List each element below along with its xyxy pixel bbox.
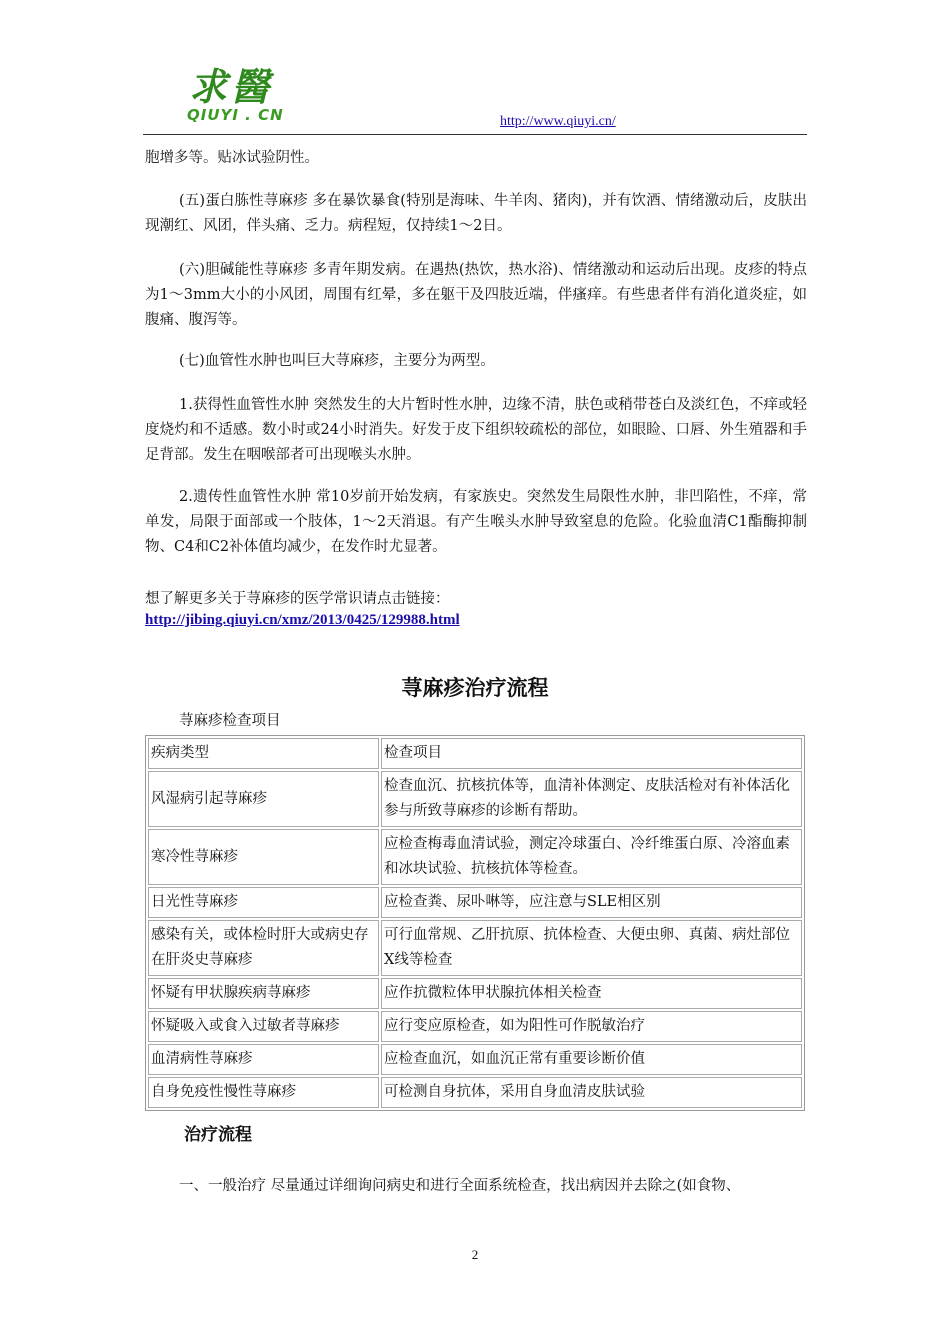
table-row: [148, 829, 802, 885]
cell-disease-type: 血清病性荨麻疹: [148, 1044, 379, 1075]
table-row: [148, 771, 802, 827]
cell-disease-type: 感染有关，或体检时肝大或病史存在肝炎史荨麻疹: [148, 920, 379, 976]
table-row: [148, 978, 802, 1009]
cell-exam-items: 应检查梅毒血清试验，测定冷球蛋白、冷纤维蛋白原、冷溶血素和冰块试验、抗核抗体等检查。: [381, 829, 802, 885]
table-caption: 荨麻疹检查项目: [179, 713, 281, 729]
treatment-subtitle: 治疗流程: [184, 1125, 252, 1145]
table-row: [148, 887, 802, 918]
more-info-link[interactable]: http://jibing.qiuyi.cn/xmz/2013/0425/129988.html: [145, 612, 460, 628]
cell-exam-items: 检查血沉、抗核抗体等，血清补体测定、皮肤活检对有补体活化参与所致荨麻疹的诊断有帮助。: [381, 771, 802, 827]
header-site-link[interactable]: http://www.qiuyi.cn/: [500, 114, 616, 129]
paragraph-cholinergic-urticaria: (六)胆碱能性荨麻疹 多青年期发病。在遇热(热饮，热水浴)、情绪激动和运动后出现。皮疹的特点为1～3mm大小的小风团，周围有红晕，多在躯干及四肢近端，伴瘙痒。有些患者伴有消化道炎症，如腹痛、腹泻等。: [145, 262, 807, 328]
table-header-row: [148, 738, 802, 769]
paragraph-acquired-angioedema: 1.获得性血管性水肿 突然发生的大片暂时性水肿，边缘不清，肤色或稍带苍白及淡红色，不痒或轻度烧灼和不适感。数小时或24小时消失。好发于皮下组织较疏松的部位，如眼睑、口唇、外生殖器和手足背部。发生在咽喉部者可出现喉头水肿。: [145, 397, 807, 463]
table-row: [148, 1044, 802, 1075]
cell-exam-items: 可行血常规、乙肝抗原、抗体检查、大便虫卵、真菌、病灶部位X线等检查: [381, 920, 802, 976]
paragraph-0: 胞增多等。贴冰试验阴性。: [145, 150, 319, 166]
exam-table: [145, 735, 805, 1111]
cell-exam-items: 应行变应原检查，如为阳性可作脱敏治疗: [381, 1011, 802, 1042]
paragraph-angioedema: (七)血管性水肿也叫巨大荨麻疹，主要分为两型。: [179, 353, 495, 369]
cell-disease-type: 寒冷性荨麻疹: [148, 829, 379, 885]
cell-disease-type: 日光性荨麻疹: [148, 887, 379, 918]
paragraph-general-treatment: 一、一般治疗 尽量通过详细询问病史和进行全面系统检查，找出病因并去除之(如食物、: [179, 1178, 741, 1194]
cell-disease-type: 怀疑有甲状腺疾病荨麻疹: [148, 978, 379, 1009]
cell-exam-items: 应检查血沉，如血沉正常有重要诊断价值: [381, 1044, 802, 1075]
qiuyi-logo[interactable]: [185, 48, 285, 128]
paragraph-hereditary-angioedema: 2.遗传性血管性水肿 常10岁前开始发病，有家族史。突然发生局限性水肿，非凹陷性，不痒，常单发，局限于面部或一个肢体，1～2天消退。有产生喉头水肿导致窒息的危险。化验血清C1酯酶抑制物、C4和C2补体值均减少，在发作时尤显著。: [145, 489, 807, 555]
table-row: [148, 920, 802, 976]
more-info-text: 想了解更多关于荨麻疹的医学常识请点击链接：: [145, 591, 450, 607]
cell-exam-items: 应作抗微粒体甲状腺抗体相关检查: [381, 978, 802, 1009]
cell-disease-type: 风湿病引起荨麻疹: [148, 771, 379, 827]
page-number: 2: [471, 1247, 479, 1262]
table-row: [148, 1077, 802, 1108]
logo-english-text: QIUYI . CN: [187, 106, 284, 124]
logo-chinese-text: 求醫: [189, 64, 274, 109]
section-title: 荨麻疹治疗流程: [401, 676, 549, 700]
cell-disease-type: 怀疑吸入或食入过敏者荨麻疹: [148, 1011, 379, 1042]
cell-exam-items: 应检查粪、尿卟啉等，应注意与SLE相区别: [381, 887, 802, 918]
paragraph-protein-urticaria: (五)蛋白胨性荨麻疹 多在暴饮暴食(特别是海味、牛羊肉、猪肉)，并有饮酒、情绪激动后，皮肤出现潮红、风团，伴头痛、乏力。病程短，仅持续1～2日。: [145, 193, 807, 234]
page-header: [143, 48, 807, 135]
cell-exam-items: 可检测自身抗体，采用自身血清皮肤试验: [381, 1077, 802, 1108]
header-disease-type: 疾病类型: [148, 738, 379, 769]
table-row: [148, 1011, 802, 1042]
cell-disease-type: 自身免疫性慢性荨麻疹: [148, 1077, 379, 1108]
header-exam-items: 检查项目: [381, 738, 802, 769]
